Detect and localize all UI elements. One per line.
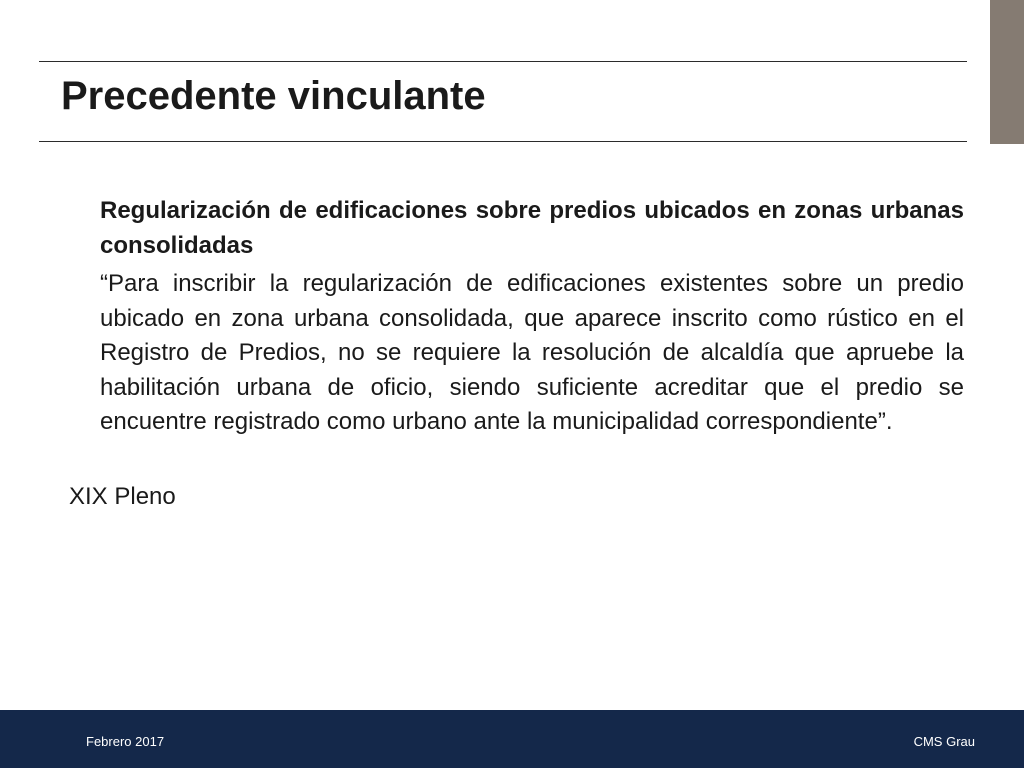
title-top-divider xyxy=(39,61,967,62)
precedent-heading: Regularización de edificaciones sobre predios ubicados en zonas urbanas consolidadas xyxy=(100,197,964,259)
slide-title: Precedente vinculante xyxy=(61,74,486,118)
footer-company: CMS Grau xyxy=(913,734,975,749)
footer-date: Febrero 2017 xyxy=(86,734,165,749)
precedent-quote: “Para inscribir la regularización de edificaciones existentes sobre un predio ubicado en zona urbana consolidada, que aparece inscrito como rústico en el Registro de Predios, no se requiere la resolución de alcaldía que apruebe la habilitación urbana de oficio, siendo suficiente acreditar que el predio se encuentre registrado como urbano ante la municipalidad correspondiente”. xyxy=(100,270,964,435)
footer-bar xyxy=(0,710,1024,768)
title-bottom-divider xyxy=(39,141,967,142)
precedent-source: XIX Pleno xyxy=(69,483,176,510)
slide-body xyxy=(100,194,964,440)
corner-accent-block xyxy=(990,0,1024,144)
